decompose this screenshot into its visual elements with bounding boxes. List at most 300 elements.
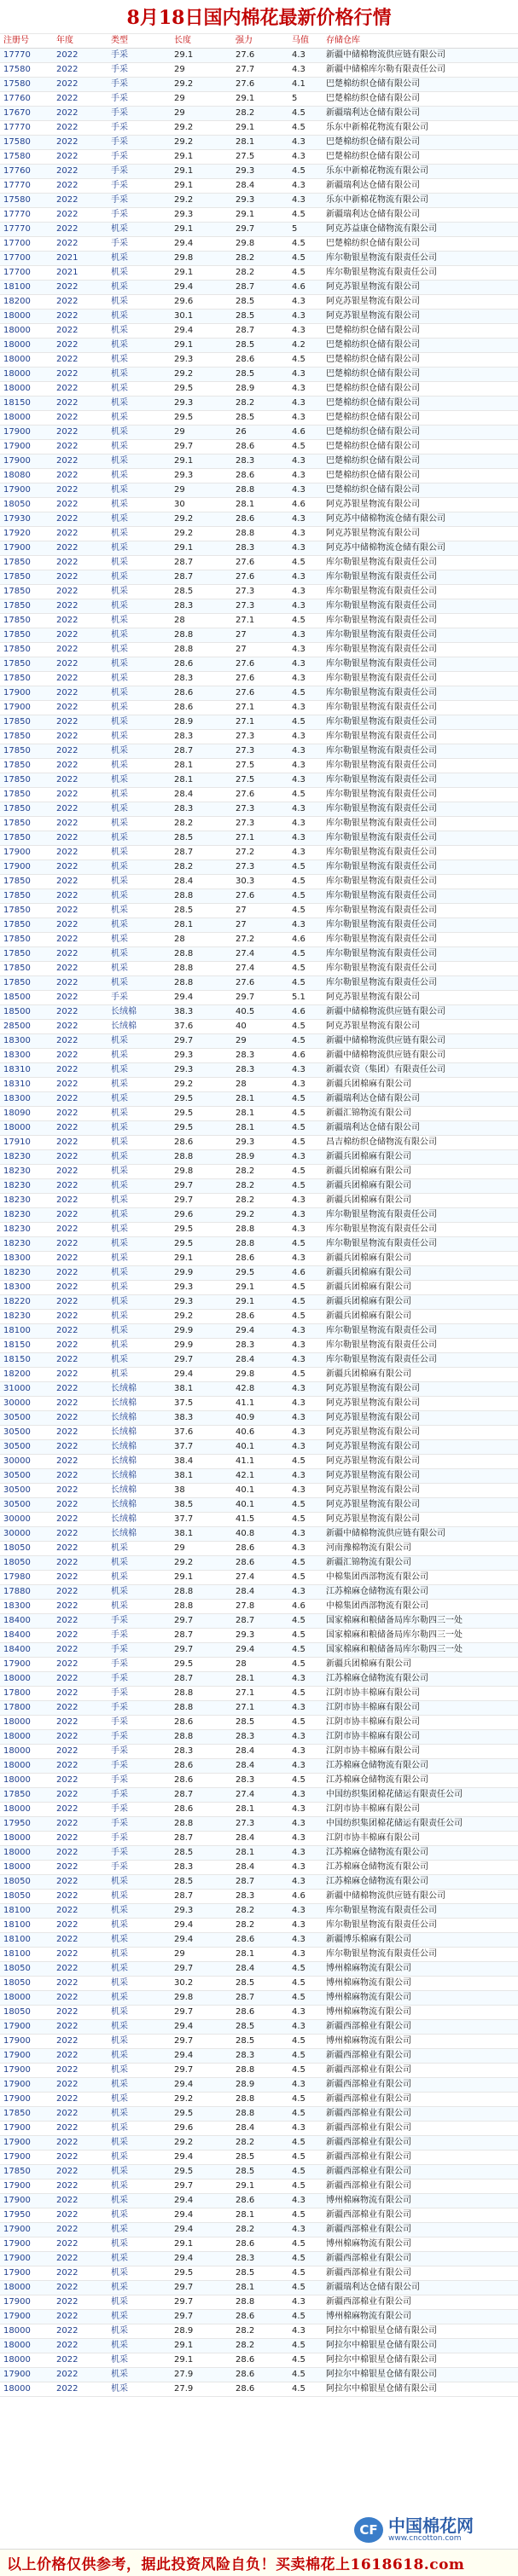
- cell-strength: 40.1: [232, 1498, 288, 1513]
- table-row: [0, 2122, 518, 2136]
- cell-type: 长绒棉: [108, 1513, 171, 1527]
- cell-warehouse: 库尔勒银星物流有限责任公司: [323, 1237, 518, 1252]
- cell-year: 2022: [53, 2194, 108, 2208]
- cell-registration: 18500: [0, 1005, 53, 1020]
- cell-micronaire: 4.5: [288, 1991, 323, 2006]
- cell-type: 长绒棉: [108, 1411, 171, 1426]
- cell-warehouse: 库尔勒银星物流有限责任公司: [323, 860, 518, 875]
- cell-micronaire: 4.3: [288, 657, 323, 672]
- cell-type: 机采: [108, 860, 171, 875]
- cell-micronaire: 4.5: [288, 353, 323, 368]
- cell-strength: 28.7: [232, 281, 288, 295]
- cell-type: 手采: [108, 1672, 171, 1687]
- cell-length: 28.3: [171, 599, 232, 614]
- table-row: [0, 252, 518, 266]
- table-row: [0, 1455, 518, 1469]
- cell-strength: 28.5: [232, 2020, 288, 2035]
- table-row: [0, 2064, 518, 2078]
- cell-length: 29.4: [171, 2078, 232, 2093]
- cell-warehouse: 新疆瑞利达仓储有限公司: [323, 1092, 518, 1107]
- cell-registration: 17770: [0, 179, 53, 194]
- cell-registration: 17900: [0, 483, 53, 498]
- table-row: [0, 715, 518, 730]
- cell-warehouse: 新疆西部棉业有限公司: [323, 2064, 518, 2078]
- cell-strength: 28.6: [232, 2368, 288, 2382]
- cell-year: 2022: [53, 2136, 108, 2151]
- cell-type: 机采: [108, 440, 171, 454]
- cell-warehouse: 库尔勒银星物流有限责任公司: [323, 599, 518, 614]
- cell-registration: 18150: [0, 397, 53, 411]
- cell-strength: 28.9: [232, 382, 288, 397]
- cell-type: 机采: [108, 1919, 171, 1933]
- cell-registration: 18150: [0, 1339, 53, 1353]
- cell-registration: 18400: [0, 1614, 53, 1629]
- cell-length: 28.8: [171, 1817, 232, 1832]
- table-row: [0, 1484, 518, 1498]
- cell-strength: 28.6: [232, 2006, 288, 2020]
- table-row: [0, 2353, 518, 2368]
- table-row: [0, 1527, 518, 1542]
- cell-registration: 17850: [0, 817, 53, 831]
- cell-strength: 28.3: [232, 1339, 288, 1353]
- cell-registration: 17850: [0, 643, 53, 657]
- cell-year: 2022: [53, 1194, 108, 1208]
- cell-strength: 28: [232, 1658, 288, 1672]
- cell-year: 2022: [53, 1295, 108, 1310]
- cell-type: 机采: [108, 1585, 171, 1600]
- table-row: [0, 1832, 518, 1846]
- cell-strength: 27.6: [232, 976, 288, 991]
- cell-type: 机采: [108, 788, 171, 802]
- cell-type: 机采: [108, 875, 171, 889]
- cell-warehouse: 库尔勒银星物流有限责任公司: [323, 266, 518, 281]
- cell-registration: 18150: [0, 1353, 53, 1368]
- cell-warehouse: 阿拉尔中棉银星仓储有限公司: [323, 2382, 518, 2397]
- cell-strength: 28.8: [232, 2093, 288, 2107]
- cell-length: 28.8: [171, 1687, 232, 1701]
- cell-strength: 27.2: [232, 846, 288, 860]
- cell-year: 2022: [53, 701, 108, 715]
- cell-registration: 17900: [0, 541, 53, 556]
- cell-warehouse: 新疆瑞利达仓储有限公司: [323, 1121, 518, 1136]
- cell-registration: 18050: [0, 1977, 53, 1991]
- cell-year: 2022: [53, 1368, 108, 1382]
- cell-strength: 27.5: [232, 759, 288, 773]
- cell-warehouse: 新疆兵团棉麻有限公司: [323, 1266, 518, 1281]
- cell-registration: 17850: [0, 802, 53, 817]
- cell-warehouse: 阿克苏银星物流有限公司: [323, 281, 518, 295]
- cell-year: 2022: [53, 368, 108, 382]
- cell-registration: 18000: [0, 1759, 53, 1774]
- cell-micronaire: 4.3: [288, 1223, 323, 1237]
- cell-year: 2022: [53, 875, 108, 889]
- cell-year: 2022: [53, 788, 108, 802]
- cell-year: 2022: [53, 2122, 108, 2136]
- cell-strength: 28.6: [232, 1252, 288, 1266]
- cell-length: 28.8: [171, 1701, 232, 1716]
- cell-warehouse: 巴楚棉纺织仓储有限公司: [323, 411, 518, 425]
- cell-registration: 30000: [0, 1527, 53, 1542]
- cell-length: 29.3: [171, 1063, 232, 1078]
- cell-strength: 40: [232, 1020, 288, 1034]
- cell-warehouse: 库尔勒银星物流有限责任公司: [323, 1324, 518, 1339]
- table-row: [0, 1498, 518, 1513]
- cell-micronaire: 4.3: [288, 454, 323, 469]
- table-row: [0, 2223, 518, 2237]
- cell-registration: 18300: [0, 1034, 53, 1049]
- cell-type: 机采: [108, 2237, 171, 2252]
- cell-length: 29.4: [171, 2049, 232, 2064]
- cell-length: 29.7: [171, 440, 232, 454]
- cell-micronaire: 4.6: [288, 1005, 323, 1020]
- cell-registration: 18000: [0, 411, 53, 425]
- cell-year: 2022: [53, 1687, 108, 1701]
- cell-warehouse: 乐东中新棉花物流有限公司: [323, 194, 518, 208]
- cell-strength: 28.3: [232, 2252, 288, 2266]
- cell-registration: 17900: [0, 2151, 53, 2165]
- cell-registration: 17900: [0, 2093, 53, 2107]
- cell-strength: 27.6: [232, 78, 288, 92]
- cell-micronaire: 4.3: [288, 744, 323, 759]
- cell-warehouse: 新疆兵团棉麻有限公司: [323, 1295, 518, 1310]
- cell-micronaire: 4.3: [288, 382, 323, 397]
- cell-length: 29.2: [171, 1078, 232, 1092]
- cell-year: 2022: [53, 92, 108, 107]
- cell-registration: 30000: [0, 1397, 53, 1411]
- cell-length: 29.4: [171, 281, 232, 295]
- cell-year: 2022: [53, 2035, 108, 2049]
- cell-warehouse: 巴楚棉纺织仓储有限公司: [323, 92, 518, 107]
- cell-registration: 18000: [0, 382, 53, 397]
- table-row: [0, 1962, 518, 1977]
- cell-length: 28.7: [171, 744, 232, 759]
- cell-registration: 17850: [0, 759, 53, 773]
- cell-warehouse: 新疆西部棉业有限公司: [323, 2020, 518, 2035]
- cell-micronaire: 4.3: [288, 150, 323, 165]
- cell-year: 2022: [53, 49, 108, 63]
- cell-strength: 28.6: [232, 1310, 288, 1324]
- cell-registration: 17900: [0, 2295, 53, 2310]
- cell-strength: 27: [232, 918, 288, 933]
- cell-warehouse: 新疆西部棉业有限公司: [323, 2179, 518, 2194]
- cell-length: 28.7: [171, 1890, 232, 1904]
- table-row: [0, 1223, 518, 1237]
- cell-type: 机采: [108, 976, 171, 991]
- cell-registration: 31000: [0, 1382, 53, 1397]
- cell-year: 2022: [53, 991, 108, 1005]
- cell-strength: 29.8: [232, 1368, 288, 1382]
- cell-micronaire: 4.5: [288, 1716, 323, 1730]
- cell-strength: 28.7: [232, 1991, 288, 2006]
- cell-strength: 41.1: [232, 1455, 288, 1469]
- cell-micronaire: 4.3: [288, 1701, 323, 1716]
- cell-type: 机采: [108, 2194, 171, 2208]
- cell-registration: 17850: [0, 657, 53, 672]
- cell-year: 2022: [53, 1005, 108, 1020]
- cell-registration: 18310: [0, 1078, 53, 1092]
- cell-type: 机采: [108, 2020, 171, 2035]
- cell-micronaire: 4.5: [288, 904, 323, 918]
- cell-type: 手采: [108, 136, 171, 150]
- cell-type: 长绒棉: [108, 1469, 171, 1484]
- cell-registration: 17580: [0, 78, 53, 92]
- cell-year: 2022: [53, 1948, 108, 1962]
- cell-strength: 28.7: [232, 1614, 288, 1629]
- table-row: [0, 2368, 518, 2382]
- cell-length: 28: [171, 614, 232, 628]
- cell-strength: 28.2: [232, 1904, 288, 1919]
- cell-registration: 17850: [0, 831, 53, 846]
- cell-warehouse: 阿拉尔中棉银星仓储有限公司: [323, 2368, 518, 2382]
- cell-length: 28.8: [171, 1585, 232, 1600]
- cell-warehouse: 巴楚棉纺织仓储有限公司: [323, 78, 518, 92]
- cell-micronaire: 4.3: [288, 628, 323, 643]
- cell-registration: 18230: [0, 1150, 53, 1165]
- cell-type: 机采: [108, 1890, 171, 1904]
- cell-micronaire: 4.3: [288, 1846, 323, 1861]
- cell-registration: 18000: [0, 1716, 53, 1730]
- table-row: [0, 2208, 518, 2223]
- cell-type: 机采: [108, 2136, 171, 2151]
- cell-warehouse: 库尔勒银星物流有限责任公司: [323, 773, 518, 788]
- cell-warehouse: 新疆瑞利达仓储有限公司: [323, 2281, 518, 2295]
- cell-strength: 27.3: [232, 817, 288, 831]
- cell-micronaire: 4.5: [288, 1687, 323, 1701]
- cell-registration: 18310: [0, 1063, 53, 1078]
- table-row: [0, 599, 518, 614]
- cell-year: 2022: [53, 976, 108, 991]
- cell-strength: 28.6: [232, 440, 288, 454]
- cell-type: 机采: [108, 2064, 171, 2078]
- cell-year: 2022: [53, 599, 108, 614]
- table-row: [0, 2382, 518, 2397]
- cell-strength: 30.3: [232, 875, 288, 889]
- cell-warehouse: 新疆瑞利达仓储有限公司: [323, 208, 518, 223]
- cell-year: 2022: [53, 2093, 108, 2107]
- cell-registration: 18000: [0, 2339, 53, 2353]
- cell-registration: 18230: [0, 1194, 53, 1208]
- cell-strength: 28.5: [232, 2035, 288, 2049]
- cell-strength: 41.5: [232, 1513, 288, 1527]
- cell-type: 手采: [108, 194, 171, 208]
- cell-strength: 27.5: [232, 773, 288, 788]
- cell-warehouse: 阿拉尔中棉银星仓储有限公司: [323, 2324, 518, 2339]
- cell-micronaire: 4.5: [288, 2237, 323, 2252]
- cell-type: 机采: [108, 2165, 171, 2179]
- cell-length: 29.7: [171, 1614, 232, 1629]
- cell-warehouse: 阿克苏银星物流有限公司: [323, 1411, 518, 1426]
- cell-micronaire: 4.5: [288, 962, 323, 976]
- cell-warehouse: 巴楚棉纺织仓储有限公司: [323, 425, 518, 440]
- cell-type: 机采: [108, 1150, 171, 1165]
- cell-year: 2022: [53, 1875, 108, 1890]
- cell-type: 机采: [108, 1194, 171, 1208]
- table-row: [0, 1469, 518, 1484]
- cell-registration: 18000: [0, 1803, 53, 1817]
- cell-year: 2022: [53, 194, 108, 208]
- cell-length: 29.3: [171, 1904, 232, 1919]
- cell-year: 2022: [53, 1933, 108, 1948]
- cell-micronaire: 4.3: [288, 1527, 323, 1542]
- table-row: [0, 1397, 518, 1411]
- cell-year: 2022: [53, 715, 108, 730]
- cell-strength: 27.3: [232, 860, 288, 875]
- table-row: [0, 933, 518, 947]
- cell-year: 2022: [53, 1020, 108, 1034]
- cell-type: 机采: [108, 1571, 171, 1585]
- cell-micronaire: 4.5: [288, 614, 323, 628]
- cell-warehouse: 库尔勒银星物流有限责任公司: [323, 759, 518, 773]
- table-row: [0, 63, 518, 78]
- cell-year: 2022: [53, 1382, 108, 1397]
- cell-type: 长绒棉: [108, 1426, 171, 1440]
- cell-type: 机采: [108, 570, 171, 585]
- table-row: [0, 1324, 518, 1339]
- cell-year: 2022: [53, 1730, 108, 1745]
- cell-warehouse: 新疆西部棉业有限公司: [323, 2223, 518, 2237]
- cell-length: 38.3: [171, 1005, 232, 1020]
- cell-micronaire: 4.5: [288, 1455, 323, 1469]
- table-row: [0, 2020, 518, 2035]
- table-row: [0, 2107, 518, 2122]
- cell-type: 机采: [108, 454, 171, 469]
- cell-length: 28.2: [171, 817, 232, 831]
- cell-type: 机采: [108, 310, 171, 324]
- cell-type: 机采: [108, 324, 171, 339]
- cell-registration: 17580: [0, 194, 53, 208]
- cell-year: 2022: [53, 643, 108, 657]
- cell-length: 29.1: [171, 165, 232, 179]
- table-row: [0, 556, 518, 570]
- cell-year: 2022: [53, 310, 108, 324]
- cell-year: 2022: [53, 831, 108, 846]
- site-logo-icon: CF: [354, 2517, 383, 2543]
- cell-type: 机采: [108, 947, 171, 962]
- cell-type: 手采: [108, 1861, 171, 1875]
- cell-length: 29.5: [171, 2165, 232, 2179]
- cell-type: 机采: [108, 295, 171, 310]
- cell-year: 2022: [53, 527, 108, 541]
- cell-micronaire: 4.5: [288, 208, 323, 223]
- cell-length: 29.5: [171, 2266, 232, 2281]
- table-row: [0, 2136, 518, 2151]
- cell-micronaire: 4.5: [288, 1774, 323, 1788]
- cell-micronaire: 4.3: [288, 773, 323, 788]
- cell-year: 2022: [53, 889, 108, 904]
- cell-year: 2022: [53, 483, 108, 498]
- cell-strength: 28.2: [232, 1179, 288, 1194]
- cell-year: 2022: [53, 1440, 108, 1455]
- cell-year: 2022: [53, 1919, 108, 1933]
- table-row: [0, 643, 518, 657]
- cell-registration: 18200: [0, 295, 53, 310]
- cell-warehouse: 新疆西部棉业有限公司: [323, 2266, 518, 2281]
- cell-registration: 18230: [0, 1237, 53, 1252]
- cell-warehouse: 阿拉尔中棉银星仓储有限公司: [323, 2339, 518, 2353]
- cell-type: 长绒棉: [108, 1397, 171, 1411]
- cell-micronaire: 4.3: [288, 1150, 323, 1165]
- table-row: [0, 846, 518, 860]
- cell-year: 2022: [53, 1788, 108, 1803]
- cell-type: 机采: [108, 962, 171, 976]
- cell-type: 机采: [108, 1324, 171, 1339]
- table-row: [0, 1063, 518, 1078]
- cell-type: 机采: [108, 1556, 171, 1571]
- cell-strength: 29.1: [232, 208, 288, 223]
- cell-registration: 17760: [0, 165, 53, 179]
- cell-strength: 27.2: [232, 933, 288, 947]
- cell-registration: 18230: [0, 1310, 53, 1324]
- cell-type: 长绒棉: [108, 1455, 171, 1469]
- cell-strength: 28.4: [232, 1745, 288, 1759]
- cell-type: 机采: [108, 498, 171, 512]
- cell-year: 2022: [53, 411, 108, 425]
- table-row: [0, 382, 518, 397]
- cell-warehouse: 江阴市协丰棉麻有限公司: [323, 1745, 518, 1759]
- cell-length: 29.3: [171, 1295, 232, 1310]
- table-row: [0, 1353, 518, 1368]
- cell-warehouse: 巴楚棉纺织仓储有限公司: [323, 136, 518, 150]
- cell-type: 机采: [108, 252, 171, 266]
- cell-warehouse: 国家棉麻和粮储备局库尔勒四三一处: [323, 1643, 518, 1658]
- cell-micronaire: 4.3: [288, 136, 323, 150]
- cell-length: 29.3: [171, 208, 232, 223]
- cell-strength: 28.2: [232, 2136, 288, 2151]
- cell-length: 29.4: [171, 237, 232, 252]
- cell-strength: 28.4: [232, 1861, 288, 1875]
- cell-strength: 28.3: [232, 2049, 288, 2064]
- cell-type: 机采: [108, 802, 171, 817]
- cell-registration: 18000: [0, 368, 53, 382]
- cell-micronaire: 4.3: [288, 1788, 323, 1803]
- cell-strength: 29.1: [232, 1295, 288, 1310]
- table-row: [0, 1542, 518, 1556]
- cell-micronaire: 4.5: [288, 1368, 323, 1382]
- cell-strength: 28.1: [232, 136, 288, 150]
- cell-warehouse: 江苏棉麻仓储物流有限公司: [323, 1672, 518, 1687]
- cell-strength: 28.5: [232, 368, 288, 382]
- cell-strength: 28.1: [232, 1948, 288, 1962]
- table-row: [0, 512, 518, 527]
- table-row: [0, 1092, 518, 1107]
- cell-warehouse: 新疆中储棉物流供应链有限公司: [323, 1890, 518, 1904]
- cell-length: 29.7: [171, 2006, 232, 2020]
- cell-length: 29.1: [171, 2237, 232, 2252]
- cell-length: 29.4: [171, 324, 232, 339]
- cell-registration: 17900: [0, 454, 53, 469]
- cell-type: 机采: [108, 469, 171, 483]
- cell-length: 29.2: [171, 194, 232, 208]
- table-row: [0, 1861, 518, 1875]
- cell-warehouse: 库尔勒银星物流有限责任公司: [323, 889, 518, 904]
- cell-strength: 27.1: [232, 1701, 288, 1716]
- cell-type: 机采: [108, 933, 171, 947]
- cell-year: 2022: [53, 2049, 108, 2064]
- cell-strength: 28.4: [232, 1585, 288, 1600]
- table-row: [0, 483, 518, 498]
- cell-length: 28.7: [171, 1832, 232, 1846]
- cell-year: 2022: [53, 1426, 108, 1440]
- cell-type: 机采: [108, 1281, 171, 1295]
- table-row: [0, 266, 518, 281]
- cell-warehouse: 新疆西部棉业有限公司: [323, 2295, 518, 2310]
- cell-type: 机采: [108, 2324, 171, 2339]
- cell-micronaire: 4.3: [288, 2078, 323, 2093]
- cell-length: 28.7: [171, 1788, 232, 1803]
- cell-warehouse: 博州棉麻物流有限公司: [323, 1991, 518, 2006]
- cell-strength: 28.8: [232, 483, 288, 498]
- cell-strength: 28.2: [232, 266, 288, 281]
